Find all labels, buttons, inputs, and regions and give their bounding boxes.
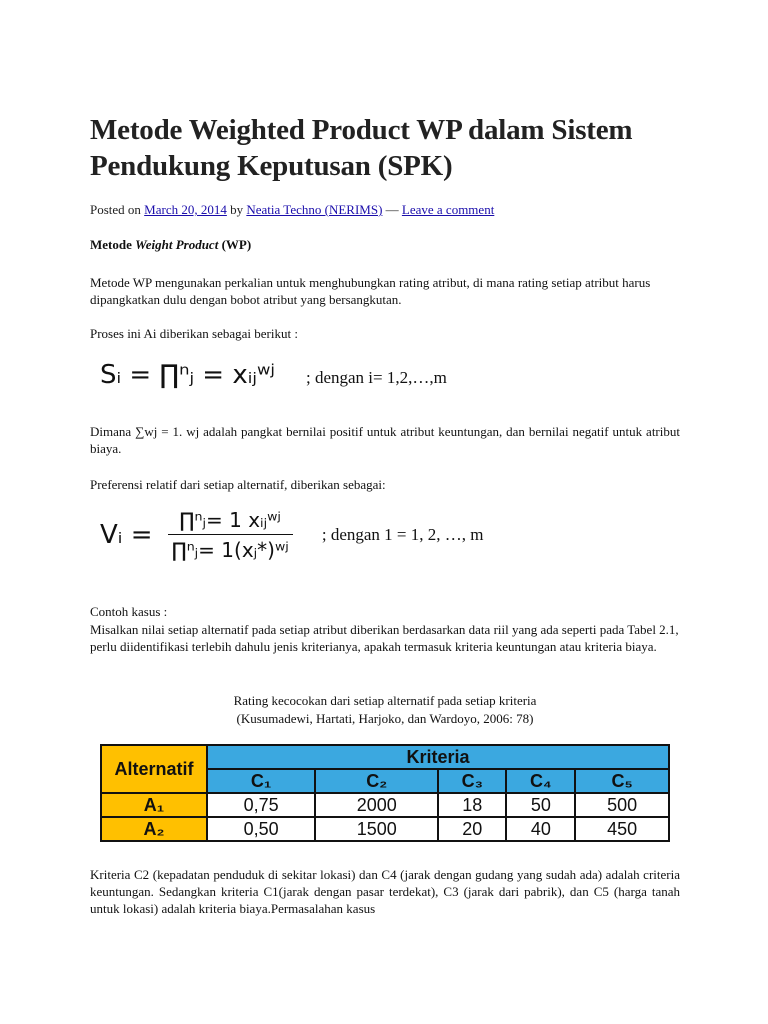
posted-on-label: Posted on <box>90 202 141 217</box>
author-link[interactable]: Neatia Techno (NERIMS) <box>246 202 383 217</box>
section-heading-post: (WP) <box>218 237 252 252</box>
table-cell: 40 <box>506 817 575 841</box>
table-row <box>101 817 669 841</box>
column-header: C₄ <box>506 769 575 793</box>
intro-paragraph: Metode WP mengunakan perkalian untuk menghubungkan rating atribut, di mana rating setiap atribut harus dipangkatkan dulu dengan bobot atribut yang bersangkutan. <box>90 275 651 307</box>
section-heading-italic: Weight Product <box>135 237 219 252</box>
table-header-row <box>101 745 669 769</box>
by-label: by <box>230 202 244 217</box>
formula-v-numerator: ∏ⁿⱼ= 1 xᵢⱼʷʲ <box>168 508 293 535</box>
leave-comment-link[interactable]: Leave a comment <box>401 202 495 217</box>
weights-paragraph: Dimana ∑wj = 1. wj adalah pangkat bernilai positif untuk atribut keuntungan, dan bernilai negatif untuk atribut biaya. <box>90 424 680 456</box>
column-header: C₁ <box>207 769 315 793</box>
table-cell: 0,75 <box>207 793 315 817</box>
criteria-table <box>100 744 670 842</box>
formula-s-main: Sᵢ = ∏ⁿⱼ = xᵢⱼʷʲ <box>100 360 275 390</box>
table-cell: 1500 <box>315 817 438 841</box>
post-date-link[interactable]: March 20, 2014 <box>144 202 227 217</box>
row-label: A₁ <box>101 793 207 817</box>
post-meta <box>90 202 494 218</box>
formula-s-tail: ; dengan i= 1,2,…,m <box>305 368 447 387</box>
formula-v-lhs: Vᵢ = <box>100 520 153 550</box>
formula-v-tail: ; dengan 1 = 1, 2, …, m <box>321 525 484 544</box>
preference-paragraph: Preferensi relatif dari setiap alternatif, diberikan sebagai: <box>90 477 386 492</box>
process-paragraph: Proses ini Ai diberikan sebagai berikut : <box>90 326 298 341</box>
table-cell: 50 <box>506 793 575 817</box>
table-row <box>101 793 669 817</box>
meta-dash: — <box>385 202 399 217</box>
example-label: Contoh kasus : <box>90 604 168 619</box>
formula-v <box>100 508 483 562</box>
table-cell: 500 <box>575 793 669 817</box>
column-header: C₂ <box>315 769 438 793</box>
table-caption-line2: (Kusumadewi, Hartati, Harjoko, dan Wardoyo, 2006: 78) <box>236 711 534 726</box>
page-title: Metode Weighted Product WP dalam Sistem Pendukung Keputusan (SPK) <box>90 114 633 182</box>
formula-v-denominator: ∏ⁿⱼ= 1(xⱼ*)ʷʲ <box>171 538 289 562</box>
column-header: C₅ <box>575 769 669 793</box>
table-corner-cell: Alternatif <box>101 745 207 793</box>
section-heading <box>90 236 680 253</box>
example-paragraph: Misalkan nilai setiap alternatif pada setiap atribut diberikan berdasarkan data riil yang ada seperti pada Tabel 2.1, perlu diidentifikasi terlebih dahulu jenis kriterianya, apakah termasuk kriteria keuntungan atau kriteria biaya. <box>90 622 679 654</box>
column-header: C₃ <box>438 769 506 793</box>
table-cell: 0,50 <box>207 817 315 841</box>
table-cell: 2000 <box>315 793 438 817</box>
criteria-paragraph: Kriteria C2 (kepadatan penduduk di sekitar lokasi) dan C4 (jarak dengan gudang yang sudah ada) adalah criteria keuntungan. Sedangkan kriteria C1(jarak dengan pasar terdekat), C3 (jarak dari pabrik), dan C5 (harga tanah untuk lokasi) adalah kriteria biaya.Permasalahan kasus <box>90 867 680 916</box>
table-cell: 18 <box>438 793 506 817</box>
table-cell: 450 <box>575 817 669 841</box>
table-group-header: Kriteria <box>207 745 669 769</box>
formula-v-fraction <box>168 508 293 562</box>
table-caption-line1: Rating kecocokan dari setiap alternatif pada setiap kriteria <box>233 693 537 708</box>
formula-s <box>100 360 447 390</box>
table-cell: 20 <box>438 817 506 841</box>
section-heading-pre: Metode <box>90 237 136 252</box>
row-label: A₂ <box>101 817 207 841</box>
